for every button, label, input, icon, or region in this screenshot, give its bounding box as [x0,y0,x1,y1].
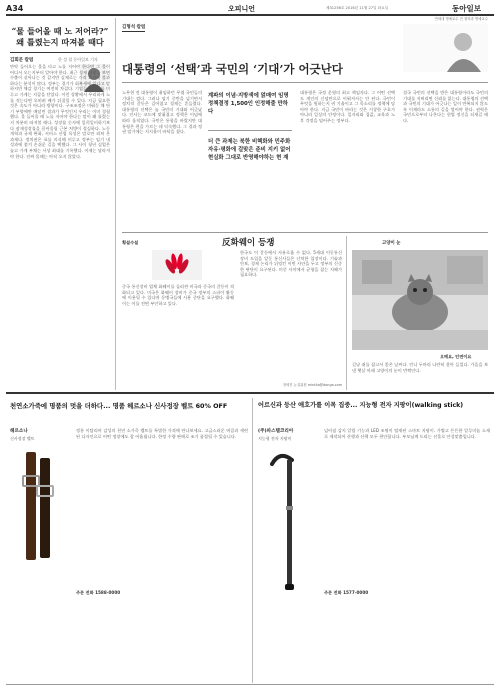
section-label: 오피니언 [228,5,256,13]
huawei-photo [152,250,202,280]
editorial-bottom-rule [6,392,494,394]
bottom-divider [346,236,347,390]
ad-right-body: 넘어짐 감지 알림 기능과 LED 조명이 탑재된 스마트 지팡이. 가볍고 튼튼한 알루미늄 소재로 제작되어 산행과 산책 모두 편안합니다. 부모님께 드리는 선물로 안성맞춤입니다. [324,428,490,439]
page-bottom-rule [6,684,494,685]
pull-quote-2: 더 큰 과제는 북한 비핵화와 민주화 자유·평화에 걸맞은 준비 지키 없어 현실화 그대로 반영해야하는 현 재 [208,139,291,161]
bottom-body-right: 한국도 이 갈등에서 자유로울 수 없다. 5세대 이동통신 장비 도입을 앞둔 통신사들은 난처한 입장이다. 기술과 안보, 경제 논리가 뒤엉킨 이번 사안을 두고 정부의 신중한 판단이 요구된다. 미중 사이에서 균형을 잡는 지혜가 필요하다. [240,250,342,278]
belt-image [10,446,70,566]
walking-stick-image [258,446,318,596]
bottom-byline: 정세진 논설위원 mint4a@donga.com [282,383,342,387]
center-column-label: 김형석 칼럼 [122,25,146,30]
left-col-divider [115,18,116,390]
profile-caption: 연세대 명예교수 전 철학과 명예교수 [434,17,488,21]
issue-info: 제31256호 2016년 11월 27일 화요일 [326,6,389,10]
page-number: A34 [6,4,24,13]
pull-quote-rule [208,130,292,131]
cat-caption-title: 오메요, 인연이요 [440,354,472,359]
ad-left-brand: 헤르소나 [10,429,28,434]
center-headline: 대통령의 ‘선택’과 국민의 ‘기대’가 어긋난다 [122,62,343,76]
bottom-title: 反화웨이 등쟁 [222,238,275,248]
bottom-body-left: 중국 통신장비 업체 화웨이를 둘러싼 미국과 중국의 갈등이 격화되고 있다. 미국은 화웨이 장비가 중국 정부의 스파이 활동에 이용될 수 있다며 동맹국들에 사용 중단을 요구했다. 화웨이는 이를 전면 부인하고 있다. [122,284,234,306]
ad-left-subtitle: 신사정장 벨트 [10,436,35,441]
left-author-name: 한 성 철 동아일보 기자 [58,57,98,62]
right-feature-title: 고양이 눈 [382,241,401,246]
left-headline-rule [10,52,110,53]
center-mid-rule [122,82,488,83]
ad-left-body: 정통 이탈리아 감성의 천연 소가죽 벨트를 특별한 가격에 만나보세요. 고급스러운 버클과 세련된 디자인으로 어떤 정장에도 잘 어울립니다. 한정 수량 판매로 조기 품절될 수 있습니다. [76,428,248,439]
center-body-mid: 대통령은 국정 운영의 최고 책임자다. 그 어떤 선택도 개인의 신념만으로 이뤄져서는 안 된다. 국민이 무엇을 원하는지 귀 기울이고 그 목소리를 정책에 담아야 한다. 지금 국민이 바라는 것은 거창한 구호가 아니라 일상의 안정이다. 일자리와 집값, 교육과 노후 걱정을 덜어주는 정부다. [300,90,395,123]
ad-left-headline: 천연소가죽에 명품의 멋을 더하다... 명품 헤르소나 신사정장 벨트 60% OFF [10,402,228,410]
ad-right-headline: 어르신과 등산 애호가를 이목 집중... 지능형 전자 지팡이(walking stick) [258,402,464,409]
ad-right-subtitle: 지능형 전자 지팡이 [258,436,292,441]
left-body: 만약 들어오는 물을 타고 노를 저어야 한다면 그 물이 어디서 오는지부터 알아야 한다. 최근 경제 상황을 보면 수출이 살아나는 것 같지만 실제로는 가격 효과에 불과하다는 분석이 많다. 정부는 경기가 회복세에 있다고 말하지만 체감 경기는 여전히 차갑다. 기업들은 투자를 미루고 가계는 지갑을 닫았다. 이런 상황에서 무리하게 노를 젓는다면 오히려 배가 뒤집힐 수 있다. 지금 필요한 것은 속도가 아니라 방향이다. 구조조정은 미뤄둔 채 단기 부양에만 매달린 결과가 무엇인지 우리는 이미 경험했다. 물 들어올 때 노를 저어야 한다는 말이 왜 틀렸는지 차분히 따져볼 때다. 성장률 숫자에 일희일비하기보다 잠재성장률을 끌어올릴 근본 처방이 절실하다. 노동 개혁과 규제 완화, 서비스 산업 육성은 말로만 외쳐 온 과제다. 정치권은 표를 의식해 미루고 정부는 임기 내 성과에 쫓겨 손쉬운 길을 택했다. 그 사이 청년 실업은 늘고 가계 부채는 사상 최대를 기록했다. 이제는 달라져야 한다. 진짜 물때는 아직 오지 않았다. [10,64,110,159]
left-headline [10,26,110,48]
ad-right-brand: (주)파스텔코리아 [258,429,294,434]
left-headline-line2: 왜 틀렸는지 따져볼 때다 [16,37,104,47]
center-bottom-rule [122,232,488,233]
ad-divider [252,398,253,683]
cat-caption-body: 길냥 쥐를 잡고서 좋은 날씨다. 언니 두마리 나란히 찾아 들었다. 가을을 보낸 햇살 아래 고양이의 눈이 반짝인다. [352,362,488,373]
pull-quote: 계파의 이념·지방색에 얽매여 임명 정책결정 1,500인 인정해줄 만하다 [208,93,289,115]
masthead: 동아일보 [452,4,481,13]
cat-photo [352,250,488,350]
center-body-right: 결국 국민의 선택을 받은 대통령이라도 국민의 기대를 저버리면 신뢰를 잃는다. 대통령의 선택과 국민의 기대가 어긋나는 일이 반복되지 않도록 이제라도 소통의 길을 열어야 한다. 권력은 국민으로부터 나온다는 헌법 정신을 되새길 때다. [403,90,488,123]
left-author-title: 김회문 칼럼 [10,58,34,63]
ad-right-phone: 주문 전화 1577-0000 [324,590,369,595]
left-headline-line1: “물 들어올 때 노 저어라?” [11,26,109,36]
center-body-left: 노무현 전 대통령이 취임하던 무렵 국민들의 기대는 컸다. 그러나 임기 중반을 넘기면서 정치적 갈등은 깊어졌고 경제는 흔들렸다. 대통령의 선택은 늘 국민의 기대와 어긋났다. 인사는 코드에 맞춰졌고 정책은 이념에 따라 움직였다. 국민은 통합을 바랐지만 대통령은 편을 가르는 데 익숙했다. 그 결과 정권 말기에는 지지율이 바닥을 쳤다. [122,90,202,135]
ad-left-phone: 주문 전화 1588-0000 [76,590,121,595]
bottom-label: 횡설수설 [122,240,139,245]
profile-photo [403,24,488,72]
